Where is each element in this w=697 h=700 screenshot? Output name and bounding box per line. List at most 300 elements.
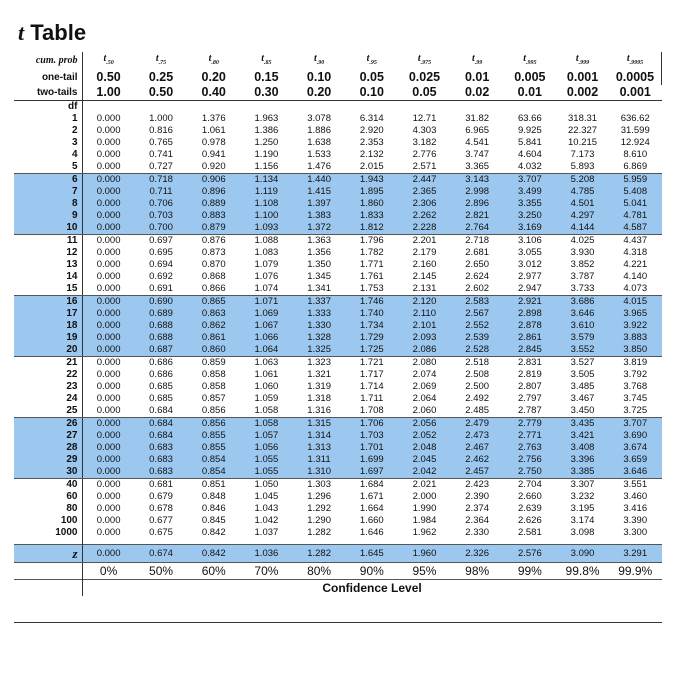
z-value: 0.842: [187, 545, 240, 563]
critical-value: 0.851: [201, 479, 226, 490]
critical-value: 2.756: [504, 454, 557, 466]
critical-value: 3.552: [556, 344, 609, 357]
critical-value: 1.328: [293, 332, 346, 344]
table-row: [14, 466, 662, 479]
df-label: df: [14, 101, 82, 114]
critical-value: 1.055: [240, 466, 293, 479]
critical-value: 1.319: [307, 381, 331, 392]
critical-value: 1.156: [240, 161, 293, 174]
critical-value: 2.145: [412, 271, 437, 282]
t-table: [14, 52, 662, 596]
critical-value: 2.365: [398, 186, 451, 198]
two-tails-value: 0.02: [451, 85, 504, 101]
critical-value: 3.467: [570, 393, 595, 404]
critical-value: 0.889: [187, 198, 240, 210]
critical-value: 1.660: [359, 515, 384, 526]
critical-value: 0.000: [96, 479, 121, 490]
critical-value: 0.876: [201, 235, 226, 246]
table-row: [14, 186, 662, 198]
confidence-value: 98%: [465, 564, 490, 578]
critical-value: 1.714: [359, 381, 384, 392]
critical-value: 0.920: [187, 161, 240, 174]
critical-value: 1.761: [359, 271, 384, 282]
critical-value: 3.390: [623, 515, 648, 526]
table-row: [14, 369, 662, 381]
critical-value: 0.683: [135, 442, 188, 454]
t-subscript: .9995: [629, 60, 644, 66]
critical-value: 2.704: [517, 479, 542, 490]
critical-value: 2.571: [398, 161, 451, 174]
table-row: [14, 161, 662, 174]
critical-value: 1.323: [307, 357, 331, 368]
t-subscript: .995: [525, 60, 537, 66]
critical-value: 1.711: [360, 393, 384, 404]
critical-value: 1.056: [240, 442, 293, 454]
empty-cell: [187, 101, 240, 114]
df-value: 1000: [14, 527, 82, 539]
critical-value: 1.093: [240, 222, 293, 235]
critical-value: 2.262: [398, 210, 451, 222]
two-tails-value: 0.40: [187, 85, 240, 101]
critical-value: 1.812: [345, 222, 398, 235]
empty-cell: [609, 101, 662, 114]
empty-cell: [293, 101, 346, 114]
critical-value: 3.169: [504, 222, 557, 235]
critical-value: 0.675: [149, 527, 173, 538]
critical-value: 2.998: [451, 186, 504, 198]
critical-value: 0.000: [96, 259, 121, 270]
two-tails-value: 0.50: [135, 85, 188, 101]
critical-value: 2.624: [465, 271, 490, 282]
t-subscript: .80: [211, 60, 219, 66]
t-symbol: t: [523, 53, 526, 64]
critical-value: 3.182: [412, 137, 437, 148]
critical-value: 2.093: [398, 332, 451, 344]
critical-value: 2.819: [517, 369, 542, 380]
critical-value: 2.878: [504, 320, 557, 332]
two-tails-value: 0.05: [398, 85, 451, 101]
two-tails-value: 0.30: [240, 85, 293, 101]
table-row: [14, 271, 662, 283]
confidence-level-label: Confidence Level: [82, 580, 662, 597]
critical-value: 2.763: [504, 442, 557, 454]
critical-value: 6.965: [465, 125, 490, 136]
empty-cell: [504, 101, 557, 114]
critical-value: 1.386: [254, 125, 279, 136]
z-value: 3.090: [556, 545, 609, 563]
critical-value: 0.000: [82, 296, 135, 309]
critical-value: 2.485: [451, 405, 504, 418]
critical-value: 1.697: [345, 466, 398, 479]
critical-value: 2.898: [504, 308, 557, 320]
critical-value: 0.727: [135, 161, 188, 174]
critical-value: 0.855: [187, 430, 240, 442]
critical-value: 5.041: [609, 198, 662, 210]
critical-value: 0.688: [135, 320, 188, 332]
critical-value: 0.000: [96, 515, 121, 526]
critical-value: 0.000: [82, 161, 135, 174]
t-symbol: t: [417, 53, 421, 64]
table-row: [14, 247, 662, 259]
critical-value: 3.012: [517, 259, 542, 270]
critical-value: 2.374: [465, 503, 490, 514]
empty-cell: [398, 101, 451, 114]
critical-value: 2.473: [451, 430, 504, 442]
critical-value: 0.848: [201, 491, 226, 502]
critical-value: 3.106: [517, 235, 542, 246]
t-subscript: .75: [158, 60, 167, 66]
critical-value: 4.032: [504, 161, 557, 174]
two-tails-value: 0.20: [293, 85, 346, 101]
critical-value: 1.311: [293, 454, 346, 466]
df-value: 4: [14, 149, 82, 161]
df-value: 40: [14, 479, 82, 492]
critical-value: 1.962: [412, 527, 437, 538]
critical-value: 1.341: [293, 283, 346, 296]
critical-value: 2.821: [451, 210, 504, 222]
critical-value: 2.681: [465, 247, 490, 258]
t-symbol: t: [472, 53, 475, 64]
confidence-label-spacer: [14, 580, 82, 597]
table-row: [14, 454, 662, 466]
critical-value: 0.862: [187, 320, 240, 332]
confidence-value: 99%: [517, 564, 542, 578]
critical-value: 4.501: [556, 198, 609, 210]
critical-value: 0.846: [201, 503, 226, 514]
critical-value: 2.364: [465, 515, 490, 526]
critical-value: 1.310: [293, 466, 346, 479]
critical-value: 2.467: [451, 442, 504, 454]
critical-value: 0.863: [187, 308, 240, 320]
table-row: [14, 332, 662, 344]
critical-value: 1.717: [359, 369, 384, 380]
df-value: 23: [14, 381, 82, 393]
critical-value: 1.740: [345, 308, 398, 320]
critical-value: 0.000: [82, 418, 135, 431]
critical-value: 2.797: [517, 393, 542, 404]
critical-value: 22.327: [568, 125, 598, 136]
critical-value: 1.638: [307, 137, 331, 148]
critical-value: 2.581: [517, 527, 542, 538]
critical-value: 1.119: [240, 186, 293, 198]
critical-value: 1.061: [254, 369, 279, 380]
df-value: 12: [14, 247, 82, 259]
critical-value: 1.100: [240, 210, 293, 222]
critical-value: 2.508: [465, 369, 490, 380]
critical-value: 0.000: [96, 235, 121, 246]
header-row-two-tails: [14, 85, 662, 101]
t-symbol: t: [103, 53, 107, 64]
table-row: [14, 442, 662, 454]
critical-value: 3.747: [465, 149, 490, 160]
df-value: 28: [14, 442, 82, 454]
critical-value: 0.684: [135, 430, 188, 442]
critical-value: 1.088: [254, 235, 279, 246]
column-header-t: [82, 52, 135, 70]
critical-value: 0.765: [149, 137, 173, 148]
critical-value: 3.579: [556, 332, 609, 344]
critical-value: 0.845: [201, 515, 226, 526]
critical-value: 0.741: [149, 149, 173, 160]
df-value: 100: [14, 515, 82, 527]
t-subscript: .85: [264, 60, 272, 66]
critical-value: 0.000: [82, 222, 135, 235]
critical-value: 2.492: [465, 393, 490, 404]
critical-value: 2.750: [504, 466, 557, 479]
critical-value: 1.043: [254, 503, 279, 514]
column-header-t: [556, 52, 609, 70]
critical-value: 1.074: [240, 283, 293, 296]
df-value: 20: [14, 344, 82, 357]
critical-value: 3.174: [570, 515, 595, 526]
critical-value: 4.785: [556, 186, 609, 198]
title-word: Table: [30, 20, 87, 45]
critical-value: 9.925: [517, 125, 542, 136]
critical-value: 0.683: [135, 466, 188, 479]
df-value: 19: [14, 332, 82, 344]
t-symbol: t: [313, 53, 317, 64]
critical-value: 2.764: [451, 222, 504, 235]
critical-value: 1.282: [307, 527, 331, 538]
critical-value: 0.695: [149, 247, 173, 258]
page-title: [18, 20, 86, 46]
critical-value: 3.385: [556, 466, 609, 479]
critical-value: 0.000: [96, 357, 121, 368]
critical-value: 1.886: [307, 125, 331, 136]
critical-value: 0.000: [96, 527, 121, 538]
critical-value: 1.771: [359, 259, 384, 270]
critical-value: 0.678: [149, 503, 173, 514]
critical-value: 2.947: [504, 283, 557, 296]
critical-value: 1.250: [254, 137, 279, 148]
table-row: [14, 503, 662, 515]
critical-value: 0.687: [135, 344, 188, 357]
critical-value: 7.173: [570, 149, 595, 160]
critical-value: 3.365: [451, 161, 504, 174]
critical-value: 3.232: [570, 491, 595, 502]
critical-value: 2.052: [398, 430, 451, 442]
df-value: 6: [14, 174, 82, 187]
table-row: [14, 125, 662, 137]
critical-value: 10.215: [568, 137, 598, 148]
critical-value: 1.734: [345, 320, 398, 332]
critical-value: 0.694: [149, 259, 173, 270]
critical-value: 1.729: [345, 332, 398, 344]
critical-value: 0.000: [96, 137, 121, 148]
critical-value: 2.567: [451, 308, 504, 320]
df-value: 8: [14, 198, 82, 210]
critical-value: 0.858: [201, 381, 226, 392]
column-header-t: [609, 52, 662, 70]
bottom-rule: [14, 622, 662, 623]
one-tail-value: 0.05: [359, 70, 384, 84]
critical-value: 4.140: [623, 271, 648, 282]
df-value: 16: [14, 296, 82, 309]
critical-value: 3.527: [570, 357, 595, 368]
critical-value: 0.684: [135, 405, 188, 418]
z-value: 1.645: [345, 545, 398, 563]
critical-value: 4.303: [412, 125, 437, 136]
critical-value: 0.941: [201, 149, 226, 160]
one-tail-value: 0.025: [408, 70, 441, 84]
df-value: 7: [14, 186, 82, 198]
critical-value: 1.706: [345, 418, 398, 431]
critical-value: 12.924: [620, 137, 650, 148]
critical-value: 0.000: [82, 454, 135, 466]
critical-value: 3.686: [556, 296, 609, 309]
z-value: 0.674: [135, 545, 188, 563]
critical-value: 0.873: [201, 247, 226, 258]
critical-value: 1.796: [359, 235, 384, 246]
empty-cell: [82, 101, 135, 114]
critical-value: 0.000: [96, 271, 121, 282]
critical-value: 2.807: [517, 381, 542, 392]
critical-value: 2.056: [398, 418, 451, 431]
critical-value: 0.000: [82, 210, 135, 222]
critical-value: 1.058: [240, 418, 293, 431]
table-row: [14, 137, 662, 149]
critical-value: 1.316: [293, 405, 346, 418]
critical-value: 1.066: [240, 332, 293, 344]
critical-value: 0.681: [149, 479, 173, 490]
critical-value: 2.861: [504, 332, 557, 344]
t-symbol: t: [155, 53, 159, 64]
critical-value: 3.883: [609, 332, 662, 344]
one-tail-value: 0.005: [514, 70, 546, 84]
critical-value: 0.854: [187, 466, 240, 479]
critical-value: 1.045: [254, 491, 279, 502]
critical-value: 1.083: [254, 247, 279, 258]
t-table-container: [14, 52, 662, 596]
critical-value: 1.190: [254, 149, 279, 160]
critical-value: 1.325: [293, 344, 346, 357]
critical-value: 2.896: [451, 198, 504, 210]
critical-value: 0.703: [135, 210, 188, 222]
critical-value: 3.850: [609, 344, 662, 357]
critical-value: 3.195: [570, 503, 595, 514]
table-row: [14, 149, 662, 161]
confidence-value: 70%: [254, 564, 279, 578]
critical-value: 2.447: [398, 174, 451, 187]
table-row: [14, 296, 662, 309]
critical-value: 1.703: [345, 430, 398, 442]
critical-value: 2.660: [517, 491, 542, 502]
critical-value: 1.671: [359, 491, 384, 502]
critical-value: 4.587: [609, 222, 662, 235]
df-value: 1: [14, 113, 82, 125]
critical-value: 1.833: [345, 210, 398, 222]
critical-value: 1.350: [307, 259, 331, 270]
critical-value: 3.965: [609, 308, 662, 320]
table-row: [14, 344, 662, 357]
critical-value: 1.372: [293, 222, 346, 235]
critical-value: 2.110: [398, 308, 451, 320]
critical-value: 0.000: [82, 198, 135, 210]
z-value: 0.000: [82, 545, 135, 563]
critical-value: 3.707: [609, 418, 662, 431]
critical-value: 0.697: [149, 235, 173, 246]
critical-value: 1.042: [254, 515, 279, 526]
critical-value: 1.313: [293, 442, 346, 454]
column-header-t: [240, 52, 293, 70]
critical-value: 5.408: [609, 186, 662, 198]
t-subscript: .95: [369, 60, 377, 66]
critical-value: 0.000: [82, 320, 135, 332]
critical-value: 2.787: [504, 405, 557, 418]
t-subscript: .90: [316, 60, 325, 66]
critical-value: 0.870: [201, 259, 226, 270]
critical-value: 0.677: [149, 515, 173, 526]
table-row: [14, 283, 662, 296]
critical-value: 3.421: [556, 430, 609, 442]
critical-value: 1.060: [254, 381, 279, 392]
critical-value: 3.792: [623, 369, 648, 380]
critical-value: 1.383: [293, 210, 346, 222]
critical-value: 1.050: [254, 479, 279, 490]
df-value: 18: [14, 320, 82, 332]
critical-value: 3.852: [570, 259, 595, 270]
column-header-t: [504, 52, 557, 70]
table-row: [14, 198, 662, 210]
critical-value: 2.776: [412, 149, 437, 160]
confidence-value: 90%: [359, 564, 384, 578]
critical-value: 0.000: [96, 503, 121, 514]
critical-value: 1.440: [293, 174, 346, 187]
table-row: [14, 381, 662, 393]
two-tails-value: 0.10: [345, 85, 398, 101]
z-value: 1.282: [293, 545, 346, 563]
critical-value: 3.307: [570, 479, 595, 490]
critical-value: 0.000: [96, 149, 121, 160]
critical-value: 0.866: [187, 283, 240, 296]
critical-value: 0.679: [149, 491, 173, 502]
critical-value: 1.984: [412, 515, 437, 526]
df-value: 14: [14, 271, 82, 283]
critical-value: 0.000: [96, 369, 121, 380]
critical-value: 1.356: [307, 247, 331, 258]
title-letter: t: [18, 20, 25, 45]
critical-value: 3.551: [623, 479, 648, 490]
critical-value: 1.315: [293, 418, 346, 431]
critical-value: 1.076: [254, 271, 279, 282]
table-row: [14, 515, 662, 527]
critical-value: 0.000: [82, 186, 135, 198]
empty-cell: [240, 101, 293, 114]
critical-value: 2.015: [345, 161, 398, 174]
critical-value: 3.787: [570, 271, 595, 282]
empty-cell: [135, 101, 188, 114]
critical-value: 0.000: [96, 393, 121, 404]
critical-value: 2.528: [451, 344, 504, 357]
critical-value: 0.896: [187, 186, 240, 198]
critical-value: 0.000: [82, 405, 135, 418]
critical-value: 1.067: [240, 320, 293, 332]
one-tail-value: 0.001: [566, 70, 599, 84]
df-value: 26: [14, 418, 82, 431]
table-row: [14, 491, 662, 503]
critical-value: 0.883: [187, 210, 240, 222]
critical-value: 2.131: [398, 283, 451, 296]
critical-value: 3.499: [504, 186, 557, 198]
critical-value: 5.841: [517, 137, 542, 148]
critical-value: 3.416: [623, 503, 648, 514]
critical-value: 1.134: [240, 174, 293, 187]
critical-value: 1.079: [254, 259, 279, 270]
critical-value: 2.518: [465, 357, 490, 368]
critical-value: 1.646: [359, 527, 384, 538]
critical-value: 3.659: [609, 454, 662, 466]
t-symbol: t: [626, 53, 630, 64]
